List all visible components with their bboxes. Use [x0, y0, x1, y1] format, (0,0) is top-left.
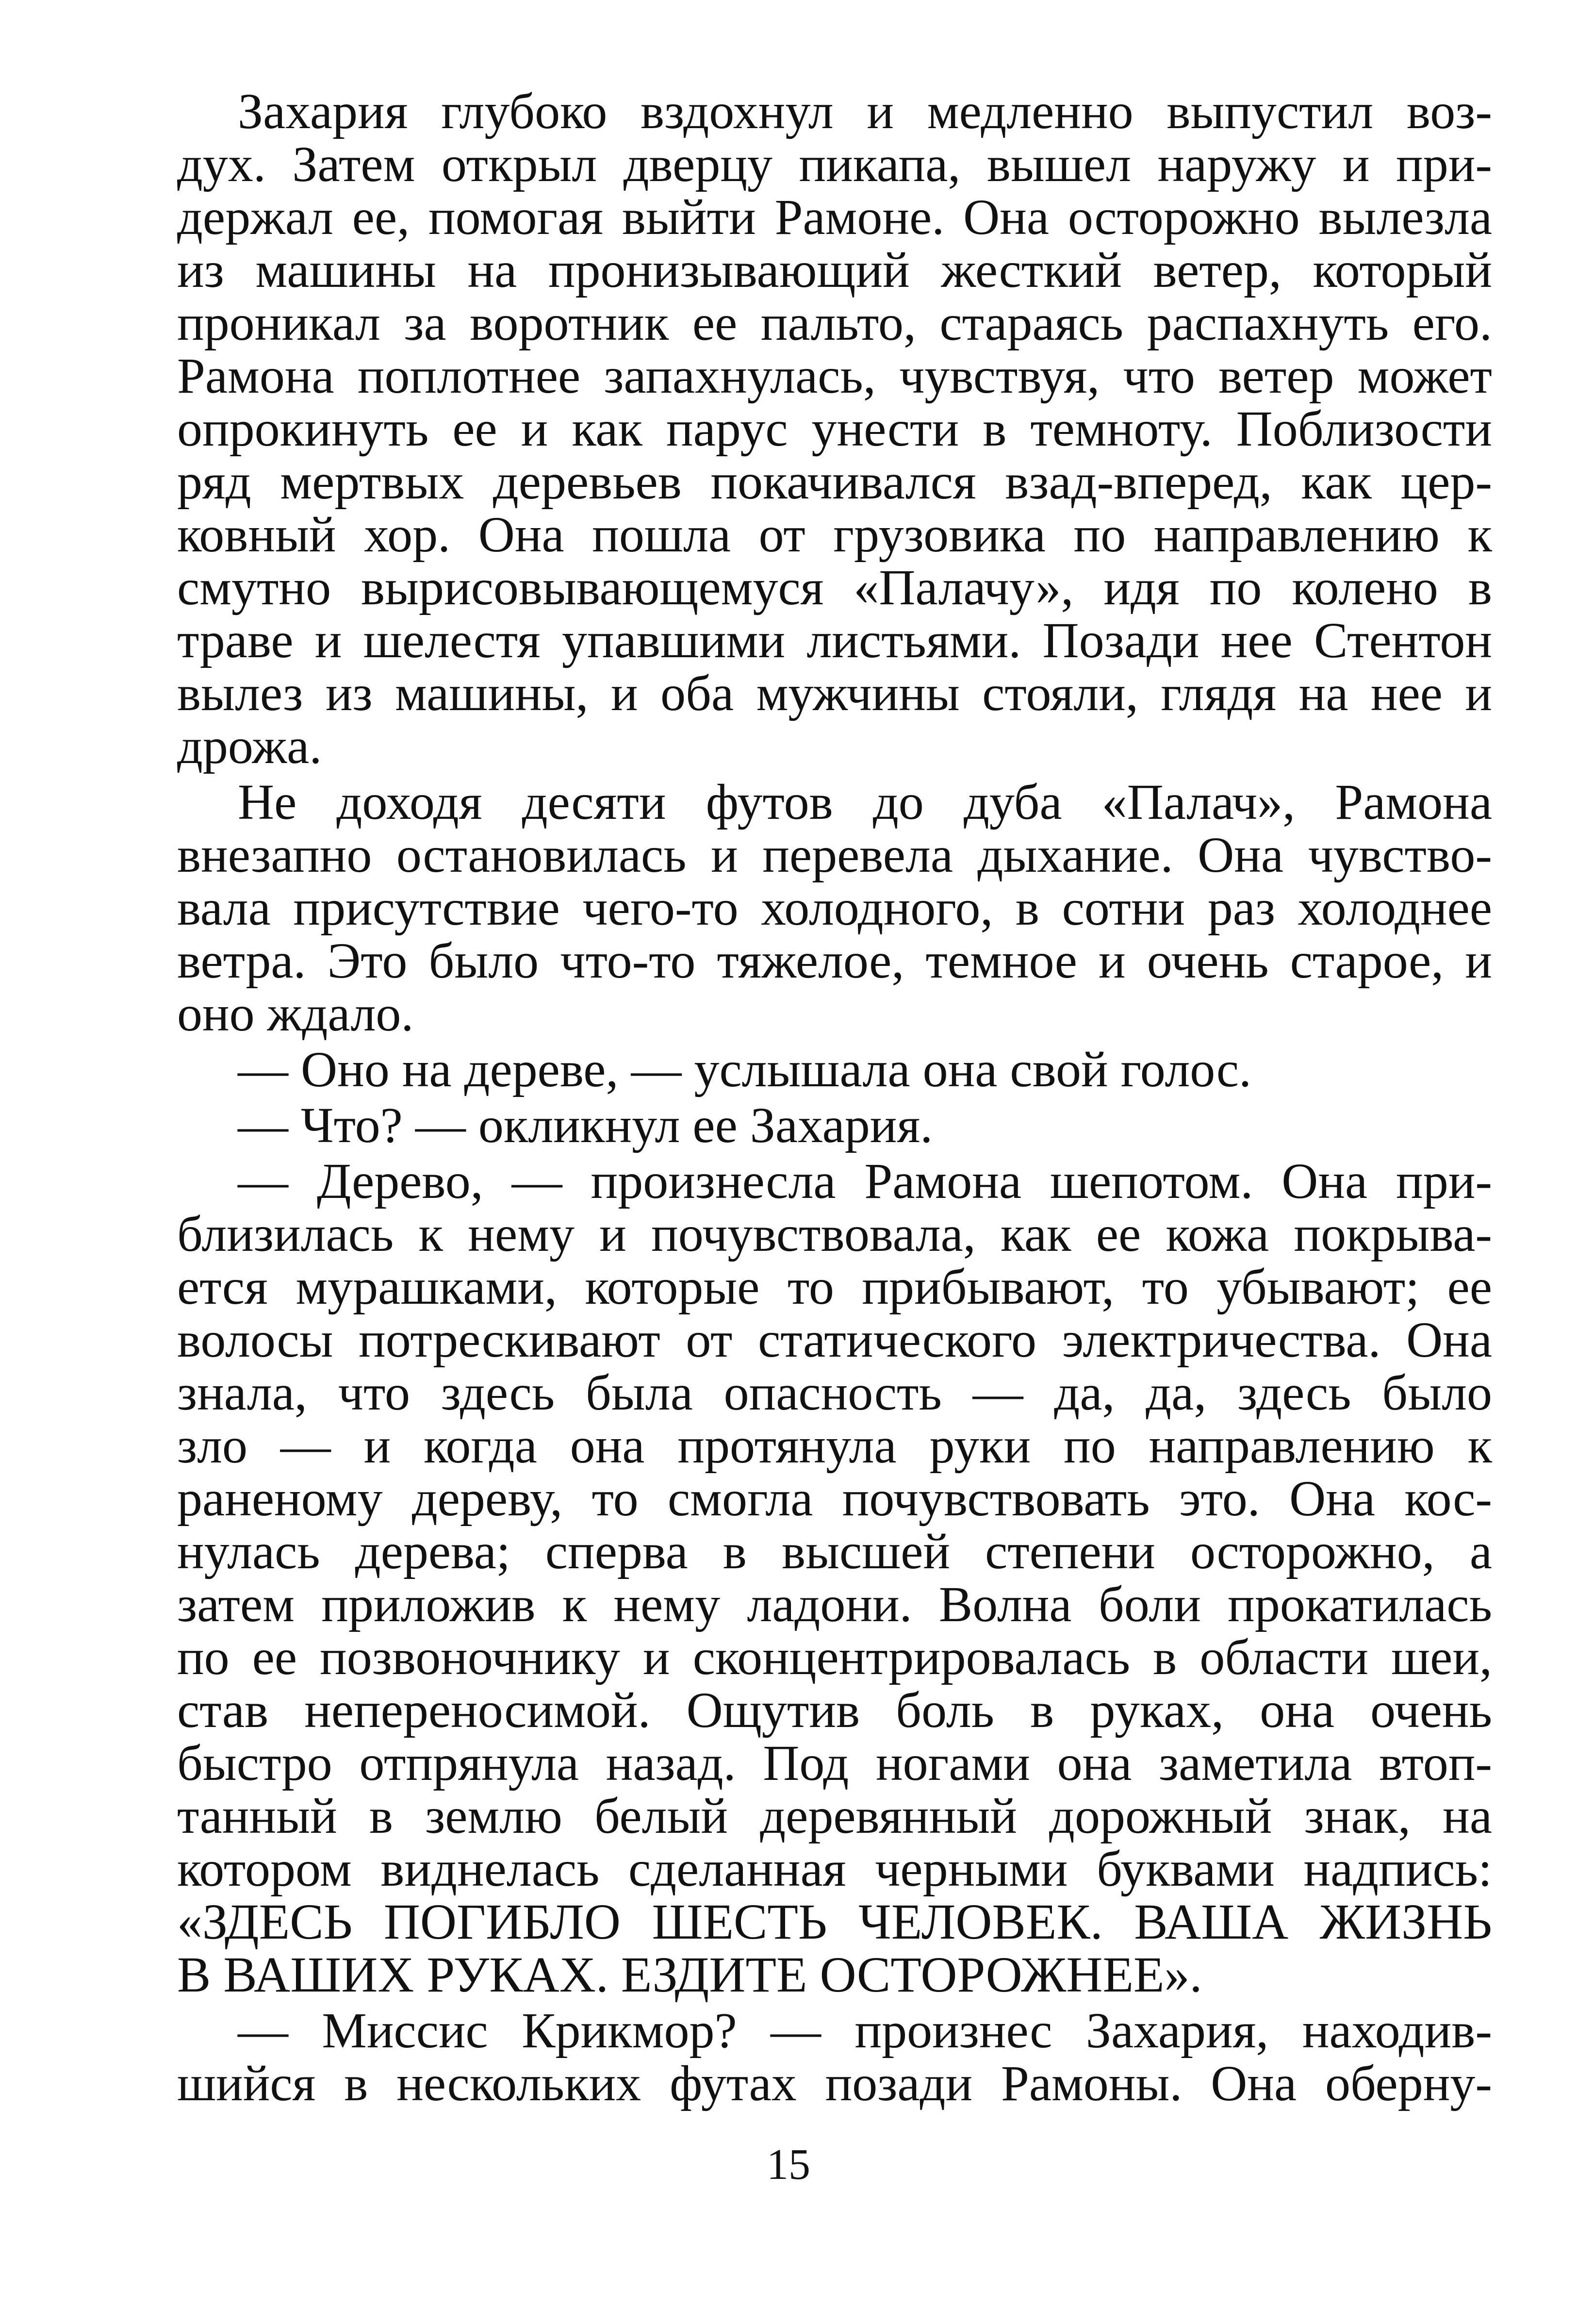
text-line: держал ее, помогая выйти Рамоне. Она осторожно вылезла [177, 189, 1492, 245]
text-line: ется мурашками, которые то прибывают, то убывают; ее [177, 1259, 1492, 1315]
text-line: быстро отпрянула назад. Под ногами она заметила втоп- [177, 1735, 1492, 1791]
text-line: став непереносимой. Ощутив боль в руках, она очень [177, 1682, 1492, 1738]
text-line: — Что? — окликнул ее Захария. [238, 1097, 933, 1153]
text-line: проникал за воротник ее пальто, стараясь распахнуть его. [177, 295, 1492, 351]
text-line: дрожа. [177, 718, 322, 774]
text-line: оно ждало. [177, 986, 414, 1042]
page-body [177, 85, 1492, 2110]
page-number: 15 [767, 2141, 810, 2189]
text-line: шийся в нескольких футах позади Рамоны. Она оберну- [177, 2056, 1492, 2111]
text-line: волосы потрескивают от статического электричества. Она [177, 1312, 1492, 1368]
text-line: ряд мертвых деревьев покачивался взад-вперед, как цер- [177, 454, 1492, 510]
paragraph-4 [177, 1099, 1492, 1152]
paragraph-3 [177, 1043, 1492, 1096]
text-line: из машины на пронизывающий жесткий ветер, который [177, 242, 1492, 298]
text-line: котором виднелась сделанная черными буквами надпись: [177, 1841, 1492, 1897]
sign-text-line: В ВАШИХ РУКАХ. ЕЗДИТЕ ОСТОРОЖНЕЕ». [177, 1947, 1202, 2003]
text-line: траве и шелестя упавшими листьями. Позади нее Стентон [177, 613, 1492, 668]
text-line: ветра. Это было что-то тяжелое, темное и очень старое, и [177, 933, 1492, 989]
sign-text-line: «ЗДЕСЬ ПОГИБЛО ШЕСТЬ ЧЕЛОВЕК. ВАША ЖИЗНЬ [177, 1894, 1492, 1950]
text-line: нулась дерева; сперва в высшей степени осторожно, а [177, 1524, 1492, 1579]
text-line: — Миссис Крикмор? — произнес Захария, находив- [238, 2003, 1492, 2058]
text-line: внезапно остановилась и перевела дыхание. Она чувство- [177, 827, 1492, 883]
text-line: — Дерево, — произнесла Рамона шепотом. Она при- [238, 1153, 1492, 1209]
paragraph-5 [177, 1155, 1492, 2001]
text-line: танный в землю белый деревянный дорожный знак, на [177, 1788, 1492, 1844]
paragraph-2 [177, 776, 1492, 1040]
text-line: Не доходя десяти футов до дуба «Палач», Рамона [238, 774, 1492, 830]
text-line: близилась к нему и почувствовала, как ее кожа покрыва- [177, 1206, 1492, 1262]
text-line: Рамона поплотнее запахнулась, чувствуя, что ветер может [177, 348, 1492, 404]
text-line: — Оно на дереве, — услышала она свой голос. [238, 1042, 1251, 1097]
text-line: Захария глубоко вздохнул и медленно выпустил воз- [238, 83, 1492, 139]
text-line: раненому дереву, то смогла почувствовать это. Она кос- [177, 1471, 1492, 1527]
text-line: по ее позвоночнику и сконцентрировалась в области шеи, [177, 1629, 1492, 1685]
text-line: вылез из машины, и оба мужчины стояли, глядя на нее и [177, 665, 1492, 721]
text-line: ковный хор. Она пошла от грузовика по направлению к [177, 507, 1492, 563]
paragraph-1 [177, 85, 1492, 773]
text-line: зло — и когда она протянула руки по направлению к [177, 1418, 1492, 1474]
paragraph-6 [177, 2004, 1492, 2110]
text-line: вала присутствие чего-то холодного, в сотни раз холоднее [177, 880, 1492, 936]
text-line: затем приложив к нему ладони. Волна боли прокатилась [177, 1577, 1492, 1632]
text-line: дух. Затем открыл дверцу пикапа, вышел наружу и при- [177, 136, 1492, 192]
text-line: знала, что здесь была опасность — да, да, здесь было [177, 1365, 1492, 1421]
text-line: опрокинуть ее и как парус унести в темноту. Поблизости [177, 401, 1492, 457]
text-line: смутно вырисовывающемуся «Палачу», идя по колено в [177, 560, 1492, 615]
